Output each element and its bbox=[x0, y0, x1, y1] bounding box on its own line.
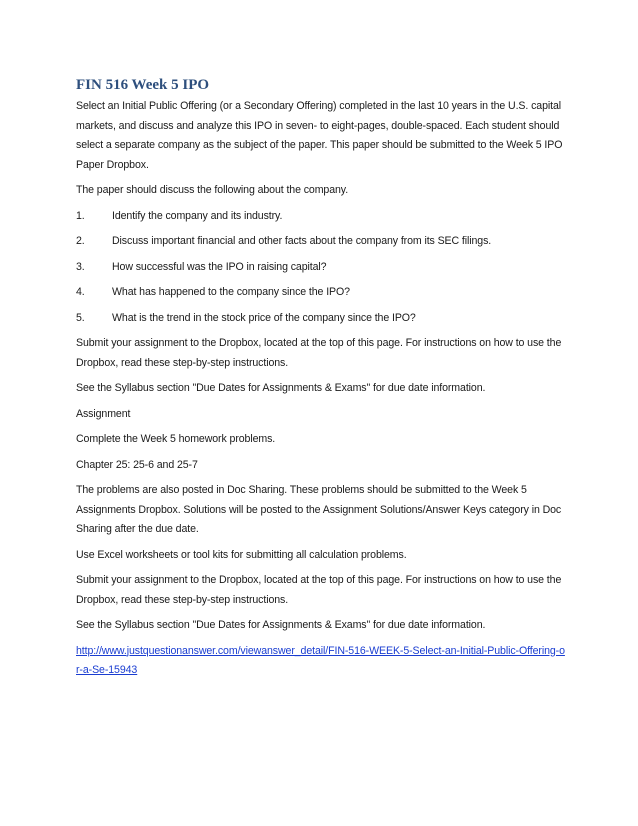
list-item-number: 4. bbox=[76, 286, 85, 298]
problems-paragraph: The problems are also posted in Doc Sharing. These problems should be submitted to the Week 5 Assignments Dropbox. Solutions will be posted to the Assignment Solutions/Answer Keys category in Doc Sharing after the due date. bbox=[76, 484, 562, 535]
submit-paragraph: Submit your assignment to the Dropbox, located at the top of this page. For instructions on how to use the Dropbox, read these step-by-step instructions. bbox=[76, 574, 562, 606]
source-link[interactable]: http://www.justquestionanswer.com/viewanswer_detail/FIN-516-WEEK-5-Select-an-Initial-Public-Offering-or-a-Se-15943 bbox=[76, 644, 565, 676]
discuss-lead-paragraph: The paper should discuss the following about the company. bbox=[76, 184, 349, 196]
list-item-text: What is the trend in the stock price of the company since the IPO? bbox=[112, 311, 416, 324]
list-item-text: How successful was the IPO in raising capital? bbox=[112, 260, 327, 273]
list-item-number: 2. bbox=[76, 235, 85, 247]
syllabus-paragraph: See the Syllabus section "Due Dates for Assignments & Exams" for due date information. bbox=[76, 619, 486, 631]
document-title: FIN 516 Week 5 IPO bbox=[76, 77, 210, 93]
excel-paragraph: Use Excel worksheets or tool kits for submitting all calculation problems. bbox=[76, 548, 407, 561]
submit-paragraph: Submit your assignment to the Dropbox, located at the top of this page. For instructions on how to use the Dropbox, read these step-by-step instructions. bbox=[76, 337, 562, 369]
intro-paragraph: Select an Initial Public Offering (or a Secondary Offering) completed in the last 10 years in the U.S. capital markets, and discuss and analyze this IPO in seven- to eight-pages, double-spaced. Each student should select a separate company as the subject of the paper. This paper should be submitted to the Week 5 IPO Paper Dropbox. bbox=[76, 100, 563, 171]
list-item-text: Discuss important financial and other facts about the company from its SEC filings. bbox=[112, 235, 492, 247]
assignment-heading: Assignment bbox=[76, 407, 131, 420]
list-item-number: 5. bbox=[76, 311, 85, 324]
list-item-number: 1. bbox=[76, 209, 85, 222]
document-body bbox=[76, 76, 566, 681]
list-item bbox=[76, 258, 566, 278]
list-item bbox=[76, 309, 566, 329]
syllabus-paragraph: See the Syllabus section "Due Dates for Assignments & Exams" for due date information. bbox=[76, 382, 486, 394]
list-item bbox=[76, 232, 566, 252]
list-item-text: What has happened to the company since the IPO? bbox=[112, 286, 350, 298]
list-item-text: Identify the company and its industry. bbox=[112, 209, 283, 222]
chapter-paragraph: Chapter 25: 25-6 and 25-7 bbox=[76, 458, 198, 471]
complete-paragraph: Complete the Week 5 homework problems. bbox=[76, 433, 276, 445]
list-item bbox=[76, 283, 566, 303]
list-item bbox=[76, 207, 566, 227]
list-item-number: 3. bbox=[76, 260, 85, 273]
